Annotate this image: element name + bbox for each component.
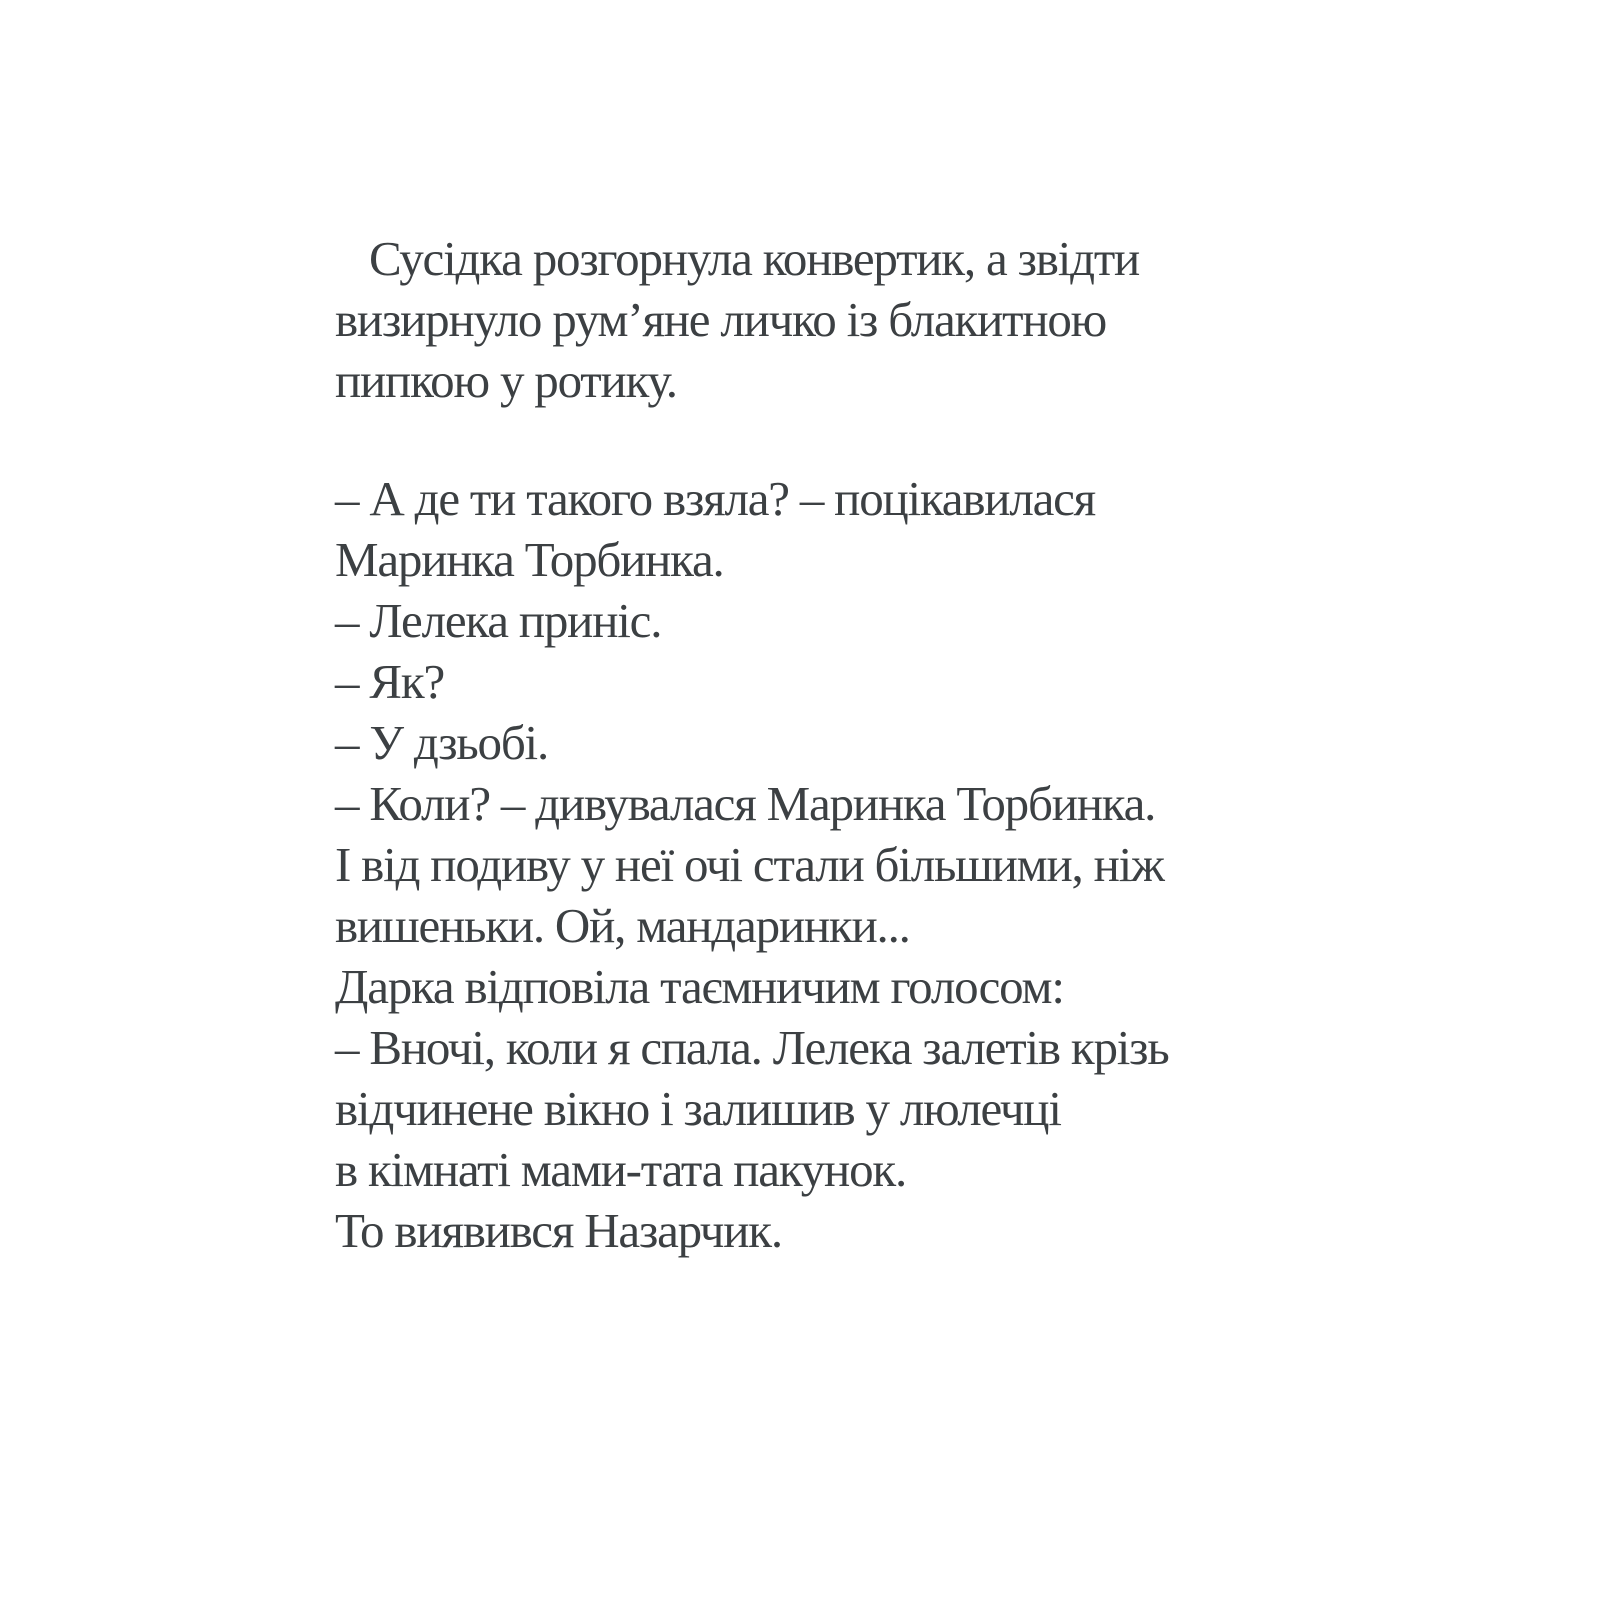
story-text-block bbox=[335, 228, 1325, 1261]
text-line: – У дзьобі. bbox=[335, 715, 549, 770]
text-line: в кімнаті мами-тата пакунок. bbox=[335, 1142, 907, 1197]
paragraph-gap bbox=[335, 411, 1325, 468]
text-line: – А де ти такого взяла? – поцікавилася bbox=[335, 471, 1096, 526]
text-line: – Вночі, коли я спала. Лелека залетів крізь bbox=[335, 1020, 1169, 1075]
text-line: – Коли? – дивувалася Маринка Торбинка. bbox=[335, 776, 1156, 831]
text-line: І від подиву у неї очі стали більшими, ніж bbox=[335, 837, 1164, 892]
text-line: визирнуло рум’яне личко із блакитною bbox=[335, 292, 1107, 347]
text-line: То виявився Назарчик. bbox=[335, 1203, 782, 1258]
text-line: Дарка відповіла таємничим голосом: bbox=[335, 959, 1064, 1014]
text-line: вишеньки. Ой, мандаринки... bbox=[335, 898, 910, 953]
text-line: – Як? bbox=[335, 654, 444, 709]
text-line: Сусідка розгорнула конвертик, а звідти bbox=[369, 231, 1140, 286]
text-line: відчинене вікно і залишив у люлечці bbox=[335, 1081, 1061, 1136]
text-line: Маринка Торбинка. bbox=[335, 532, 724, 587]
text-line: пипкою у ротику. bbox=[335, 353, 677, 408]
text-line: – Лелека приніс. bbox=[335, 593, 662, 648]
